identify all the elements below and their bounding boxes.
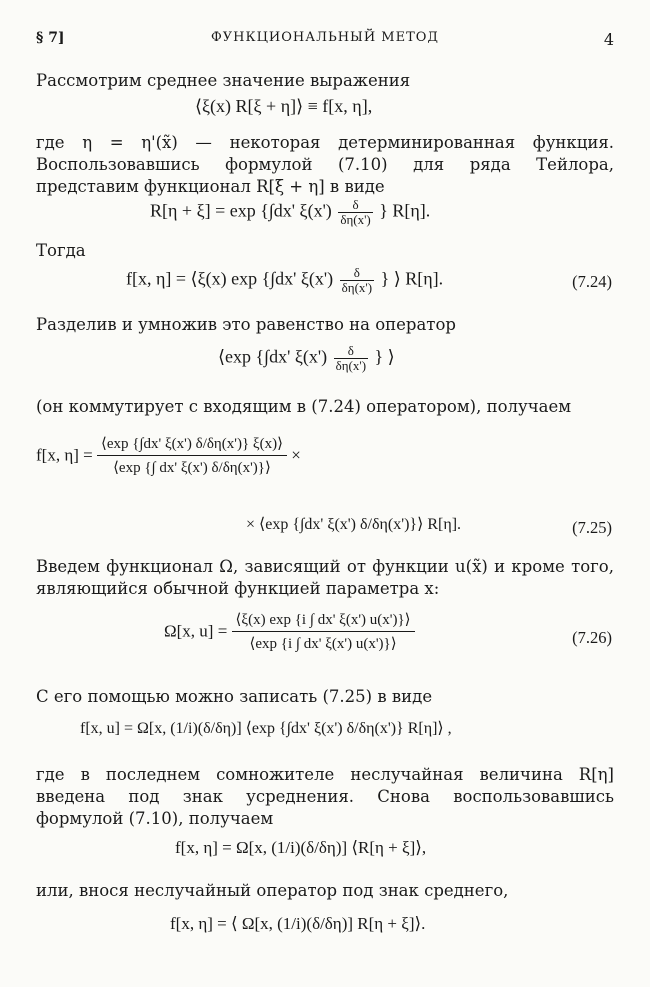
equation-7-25-cont: × ⟨exp {∫dx' ξ(x') δ/δη(x')}⟩ R[η]. [246, 516, 462, 533]
section-mark: § 7] [36, 30, 65, 46]
paragraph-2: где η = η'(x̃) — некоторая детерминированная функция. Воспользовавшись формулой (7.10) для ряда Тейлора, представим функционал R[ξ + η] в виде [36, 133, 614, 196]
eq-725-lhs: f[x, η] = [36, 445, 93, 465]
paragraph-7: С его помощью можно записать (7.25) в виде [36, 687, 433, 706]
eq-taylor-lhs: R[η + ξ] = exp [150, 200, 256, 221]
equation-omega-form: f[x, u] = Ω[x, (1/i)(δ/δη)] ⟨exp {∫dx' ξ(x') δ/δη(x')} R[η]⟩ , [80, 720, 452, 737]
eq-725-numerator: ⟨exp {∫dx' ξ(x') δ/δη(x')} ξ(x)⟩ [97, 432, 287, 456]
equation-7-25 [36, 432, 301, 479]
eq-724-int: {∫dx' ξ(x') [261, 268, 334, 289]
eq-taylor-frac: $\frac{\delta}{\delta\eta(x')}$ [340, 197, 371, 227]
equation-7-26 [164, 608, 415, 655]
running-title: ФУНКЦИОНАЛЬНЫЙ МЕТОД [211, 30, 439, 45]
paragraph-8: где в последнем сомножителе неслучайная величина R[η] введена под знак усреднения. Снова воспользовавшись формулой (7.10), получаем [36, 765, 614, 828]
paragraph-1: Рассмотрим среднее значение выражения [36, 71, 411, 90]
eq-724-rhs: ⟩ R[η]. [393, 268, 444, 289]
eq-op-rhs: ⟩ [387, 346, 395, 367]
paragraph-9: или, внося неслучайный оператор под знак среднего, [36, 881, 509, 900]
eq-725-fraction [97, 432, 287, 479]
paragraph-5: (он коммутирует с входящим в (7.24) оператором), получаем [36, 397, 572, 416]
eq-726-numerator: ⟨ξ(x) exp {i ∫ dx' ξ(x') u(x')}⟩ [232, 608, 415, 632]
eq-op-lhs: ⟨exp [218, 346, 252, 367]
eq-taylor-int: {∫dx' ξ(x') [260, 200, 332, 221]
eq-taylor-close: } [379, 200, 388, 221]
equation-taylor [150, 198, 430, 227]
equation-omega-mean: f[x, η] = Ω[x, (1/i)(δ/δη)] ⟨R[η + ξ]⟩, [175, 838, 427, 857]
equation-number-7-24: (7.24) [572, 272, 612, 291]
eq-726-lhs: Ω[x, u] = [164, 621, 228, 641]
equation-number-7-25: (7.25) [572, 518, 612, 537]
eq-726-denominator: ⟨exp {i ∫ dx' ξ(x') u(x')}⟩ [249, 636, 397, 652]
page-number: 4 [603, 30, 614, 49]
equation-mean: ⟨ξ(x) R[ξ + η]⟩ ≡ f[x, η], [195, 96, 373, 116]
eq-op-close: } [374, 346, 384, 367]
eq-taylor-rhs: R[η]. [392, 200, 431, 221]
equation-operator [218, 344, 395, 373]
page-header [36, 30, 614, 54]
equation-number-7-26: (7.26) [572, 628, 612, 647]
equation-7-24 [126, 266, 443, 295]
eq-725-denominator: ⟨exp {∫ dx' ξ(x') δ/δη(x')}⟩ [113, 460, 271, 476]
eq-op-int: {∫dx' ξ(x') [255, 346, 328, 367]
eq-724-close: } [380, 268, 390, 289]
eq-726-fraction [232, 608, 415, 655]
paragraph-6: Введем функционал Ω, зависящий от функции u(x̃) и кроме того, являющийся обычной функцией параметра x: [36, 557, 614, 598]
eq-725-times: × [291, 445, 301, 465]
eq-724-lhs: f[x, η] = ⟨ξ(x) exp [126, 268, 258, 289]
eq-op-frac: $\frac{\delta}{\delta\eta(x')}$ [335, 343, 367, 373]
equation-omega-final: f[x, η] = ⟨ Ω[x, (1/i)(δ/δη)] R[η + ξ]⟩. [170, 914, 426, 933]
paragraph-3: Тогда [36, 241, 86, 260]
eq-724-frac: $\frac{\delta}{\delta\eta(x')}$ [341, 265, 373, 295]
paragraph-4: Разделив и умножив это равенство на оператор [36, 315, 456, 334]
